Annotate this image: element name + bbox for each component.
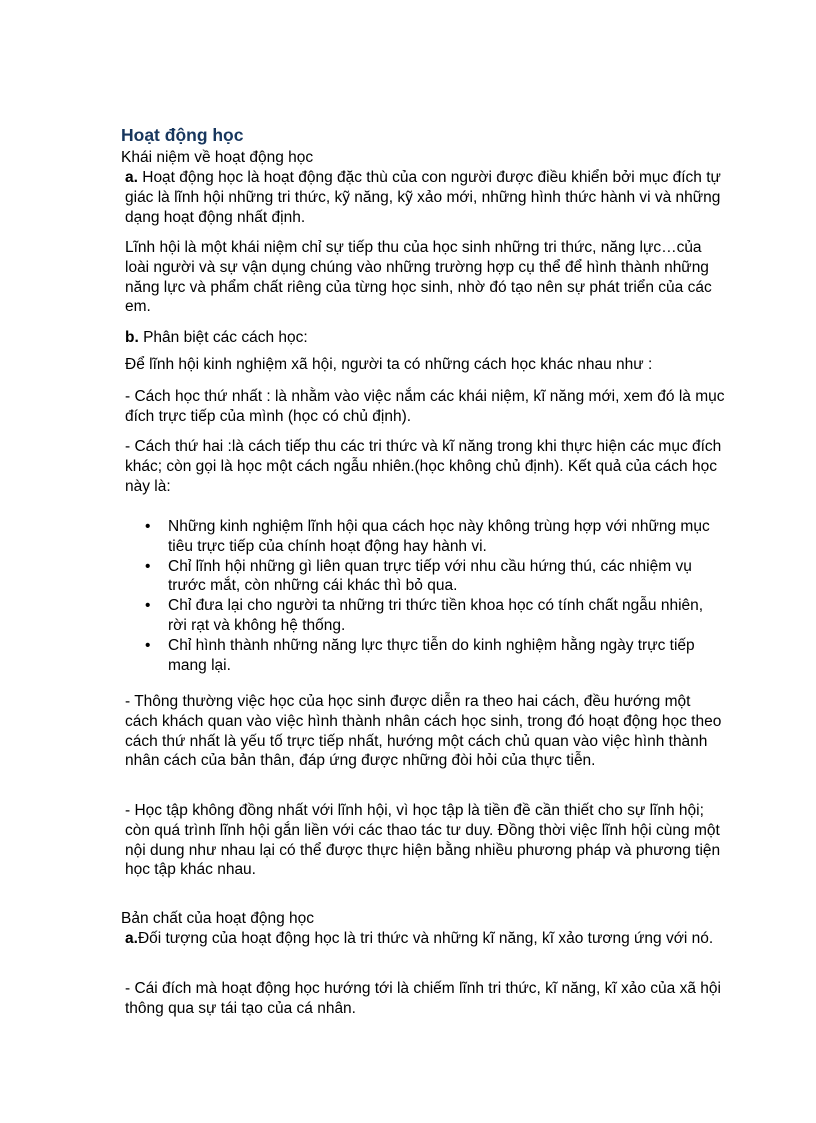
paragraph-usual-learning: - Thông thường việc học của học sinh được diễn ra theo hai cách, đều hướng một cách khách quan vào việc hình thành nhân cách học sinh, trong đó hoạt động học theo cách thứ nhất là yếu tố trực tiếp nhất, hướng một cách chủ quan vào việc hình thành nhân cách của bản thân, đáp ứng được những đòi hỏi của thực tiễn. — [125, 693, 722, 770]
list-item — [125, 596, 725, 636]
object-text: Đối tượng của hoạt động học là tri thức và những kĩ năng, kĩ xảo tương ứng với nó. — [137, 930, 714, 947]
section-heading-concept: Khái niệm về hoạt động học — [121, 149, 314, 166]
paragraph-definition — [125, 168, 725, 227]
document-title: Hoạt động học — [121, 125, 244, 145]
list-item-text: Chỉ đưa lại cho người ta những tri thức tiền khoa học có tính chất ngẫu nhiên, rời rạt và không hệ thống. — [168, 597, 704, 634]
definition-text: Hoạt động học là hoạt động đặc thù của con người được điều khiển bởi mục đích tự giác là lĩnh hội những tri thức, kỹ năng, kỹ xảo mới, những hình thức hành vi và những dạng hoạt động nhất định. — [125, 169, 721, 226]
marker-b: b. — [125, 329, 139, 346]
paragraph-object — [125, 929, 725, 949]
marker-a: a. — [125, 169, 138, 186]
bullet-list — [125, 517, 725, 675]
paragraph-linh-hoi: Lĩnh hội là một khái niệm chỉ sự tiếp thu của học sinh những tri thức, năng lực…của loài người và sự vận dụng chúng vào những trường hợp cụ thể để hình thành những năng lực và phẩm chất riêng của từng học sinh, nhờ đó tạo nên sự phát triển của các em. — [125, 239, 712, 316]
distinguish-text: Phân biệt các cách học: — [138, 329, 308, 346]
paragraph-goal: - Cái đích mà hoạt động học hướng tới là chiếm lĩnh tri thức, kĩ năng, kĩ xảo của xã hội thông qua sự tái tạo của cá nhân. — [125, 980, 721, 1017]
bullet-symbol: • — [145, 518, 151, 535]
list-item-text: Chỉ hình thành những năng lực thực tiễn do kinh nghiệm hằng ngày trực tiếp mang lại. — [168, 636, 695, 674]
bullet-symbol: • — [145, 636, 151, 654]
list-item-text: Chỉ lĩnh hội những gì liên quan trực tiếp với nhu cầu hứng thú, các nhiệm vụ trước mắt, còn những cái khác thì bỏ qua. — [168, 557, 692, 595]
paragraph-study-vs-acquire: - Học tập không đồng nhất với lĩnh hội, vì học tập là tiền đề cần thiết cho sự lĩnh hội; còn quá trình lĩnh hội gắn liền với các thao tác tư duy. Đồng thời việc lĩnh hội cùng một nội dung như nhau lại có thể được thực hiện bằng nhiều phương pháp và phương tiện học tập khác nhau. — [125, 802, 721, 879]
paragraph-second-method: - Cách thứ hai :là cách tiếp thu các tri thức và kĩ năng trong khi thực hiện các mục đích khác; còn gọi là học một cách ngẫu nhiên.(học không chủ định). Kết quả của cách học này là: — [125, 438, 722, 495]
list-item — [125, 636, 725, 676]
marker-a-nature: a. — [125, 930, 138, 947]
list-item — [125, 517, 725, 557]
bullet-symbol: • — [145, 597, 151, 615]
paragraph-first-method: - Cách học thứ nhất : là nhằm vào việc nắm các khái niệm, kĩ năng mới, xem đó là mục đích trực tiếp của mình (học có chủ định). — [125, 388, 725, 425]
section-heading-nature: Bản chất của hoạt động học — [121, 910, 315, 927]
paragraph-intro: Để lĩnh hội kinh nghiệm xã hội, người ta có những cách học khác nhau như : — [125, 356, 653, 373]
list-item-text: Những kinh nghiệm lĩnh hội qua cách học này không trùng hợp với những mục tiêu trực tiếp của chính hoạt động hay hành vi. — [168, 518, 710, 555]
list-item — [125, 557, 725, 597]
bullet-symbol: • — [145, 557, 151, 575]
paragraph-distinguish — [125, 328, 725, 348]
